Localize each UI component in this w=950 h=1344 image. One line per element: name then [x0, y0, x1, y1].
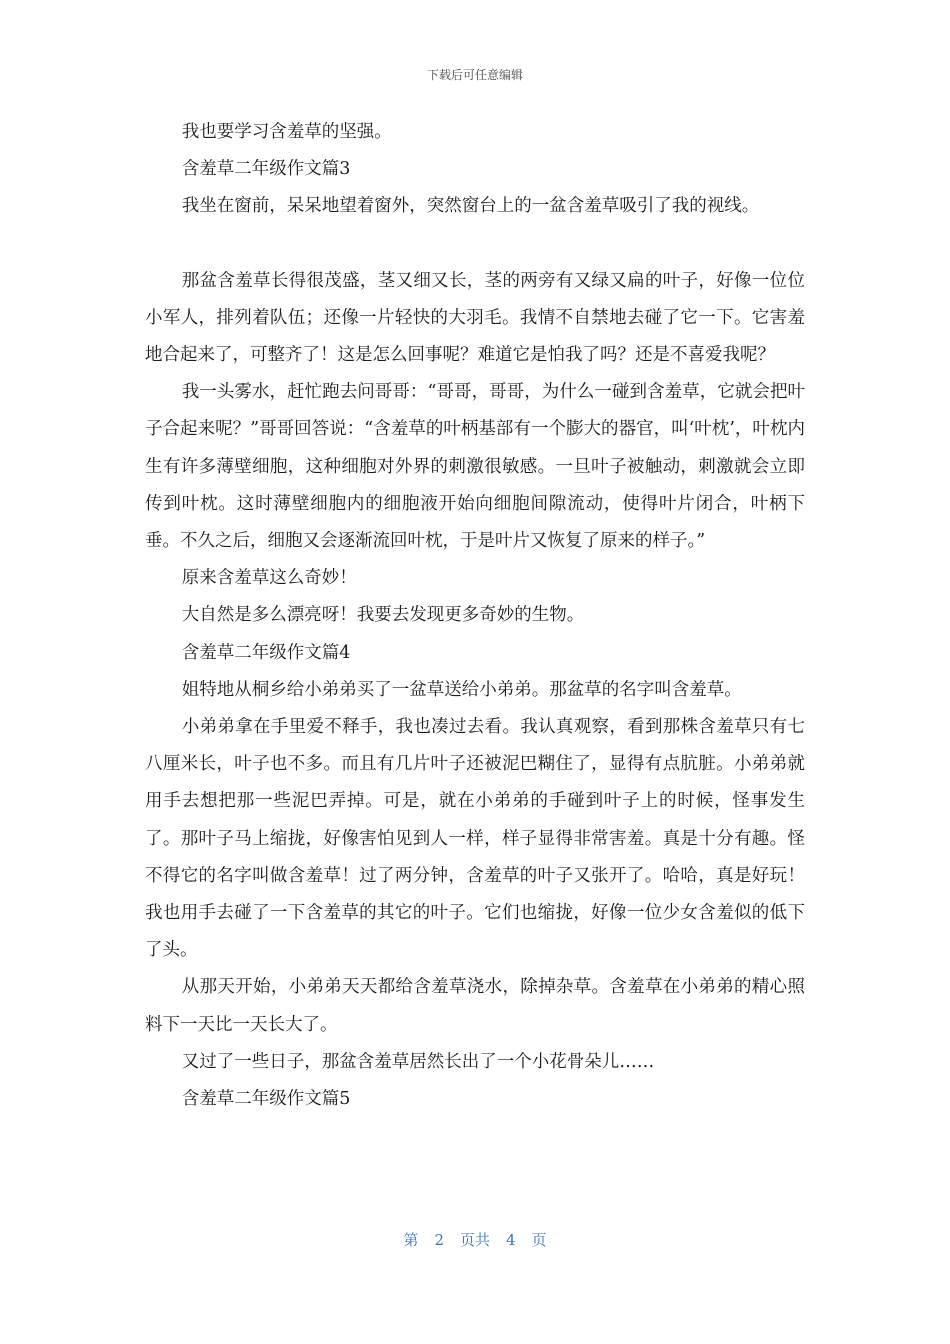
section-heading: 含羞草二年级作文篇5	[181, 1089, 351, 1110]
paragraph: 我也要学习含羞草的坚强。	[181, 122, 392, 142]
footer-total-pages: 4	[506, 1231, 516, 1249]
paragraph: 我一头雾水，赶忙跑去问哥哥：“哥哥，哥哥，为什么一碰到含羞草，它就会把叶子合起来呢？”哥哥回答说：“含羞草的叶柄基部有一个膨大的器官，叫‘叶枕’，叶枕内生有许多薄壁细胞，这种细胞对外界的刺激很敏感。一旦叶子被触动，刺激就会立即传到叶枕。这时薄壁细胞内的细胞液开始向细胞间隙流动，使得叶片闭合，叶柄下垂。不久之后，细胞又会逐渐流回叶枕，于是叶片又恢复了原来的样子。”	[145, 382, 805, 552]
section-heading: 含羞草二年级作文篇4	[181, 642, 351, 663]
paragraph: 从那天开始，小弟弟天天都给含羞草浇水，除掉杂草。含羞草在小弟弟的精心照料下一天比一天长大了。	[145, 977, 805, 1035]
page-header-note: 下载后可任意编辑	[426, 68, 523, 82]
footer-word-end: 页	[531, 1231, 547, 1249]
document-body	[145, 114, 805, 1118]
footer-word-page: 第	[403, 1231, 419, 1249]
footer-word-total: 页共	[459, 1231, 490, 1249]
footer-current-page: 2	[434, 1231, 444, 1249]
page-footer	[0, 1229, 950, 1250]
paragraph: 又过了一些日子，那盆含羞草居然长出了一个小花骨朵儿……	[181, 1051, 655, 1072]
paragraph: 那盆含羞草长得很茂盛，茎又细又长，茎的两旁有又绿又扁的叶子，好像一位位小军人，排列着队伍；还像一片轻快的大羽毛。我情不自禁地去碰了它一下。它害羞地合起来了，可整齐了！这是怎么回事呢？难道它是怕我了吗？还是不喜爱我呢？	[145, 270, 805, 366]
paragraph: 原来含羞草这么奇妙！	[181, 568, 357, 589]
paragraph: 姐特地从桐乡给小弟弟买了一盆草送给小弟弟。那盆草的名字叫含羞草。	[181, 679, 742, 700]
paragraph: 小弟弟拿在手里爱不释手，我也凑过去看。我认真观察，看到那株含羞草只有七八厘米长，叶子也不多。而且有几片叶子还被泥巴糊住了，显得有点肮脏。小弟弟就用手去想把那一些泥巴弄掉。可是，就在小弟弟的手碰到叶子上的时候，怪事发生了。那叶子马上缩拢，好像害怕见到人一样，样子显得非常害羞。真是十分有趣。怪不得它的名字叫做含羞草！过了两分钟，含羞草的叶子又张开了。哈哈，真是好玩！我也用手去碰了一下含羞草的其它的叶子。它们也缩拢，好像一位少女含羞似的低下了头。	[145, 717, 805, 961]
paragraph: 我坐在窗前，呆呆地望着窗外，突然窗台上的一盆含羞草吸引了我的视线。	[181, 196, 760, 217]
section-heading: 含羞草二年级作文篇3	[181, 159, 351, 180]
paragraph: 大自然是多么漂亮呀！我要去发现更多奇妙的生物。	[181, 605, 585, 626]
